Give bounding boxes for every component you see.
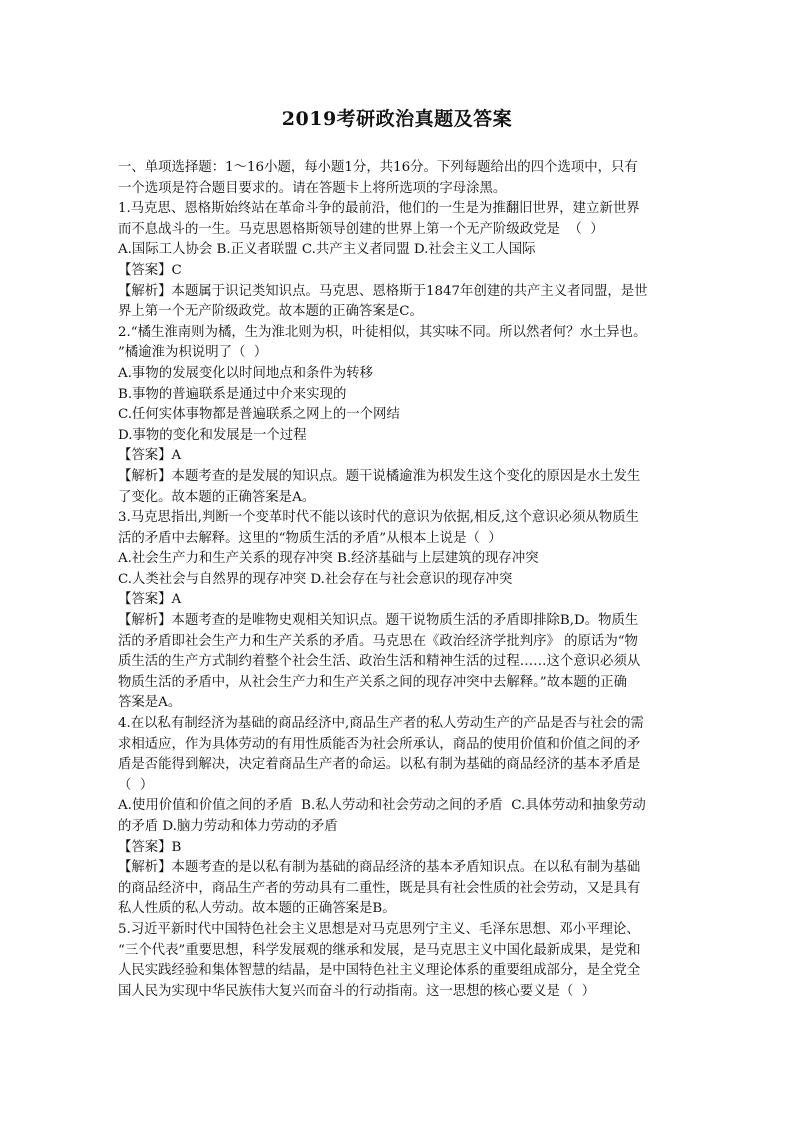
text-line: 一个选项是符合题目要求的。请在答题卡上将所选项的字母涂黑。	[118, 180, 507, 196]
text-line: 【答案】A	[118, 448, 182, 464]
text-line: “三个代表”重要思想，科学发展观的继承和发展，是马克思主义中国化最新成果，是党和	[118, 942, 641, 958]
text-line: 私人性质的私人劳动。故本题的正确答案是B。	[118, 901, 396, 917]
text-line: 2.“橘生淮南则为橘，生为淮北则为枳，叶徒相似，其实味不同。所以然者何？水土异也。	[118, 324, 647, 340]
text-line: 【解析】本题考查的是唯物史观相关知识点。题干说物质生活的矛盾即排除B,D。物质生	[118, 613, 639, 629]
text-line: 答案是A。	[118, 695, 182, 711]
text-line: 盾是否能得到解决，决定着商品生产者的命运。以私有制为基础的商品经济的基本矛盾是	[118, 757, 641, 773]
text-line: A.国际工人协会 B.正义者联盟 C.共产主义者同盟 D.社会主义工人国际	[118, 242, 536, 258]
text-line: 【解析】本题考查的是以私有制为基础的商品经济的基本矛盾知识点。在以私有制为基础	[118, 860, 641, 876]
text-line: 了变化。故本题的正确答案是A。	[118, 489, 316, 505]
text-line: B.事物的普遍联系是通过中介来实现的	[118, 386, 347, 402]
text-line: A.使用价值和价值之间的矛盾 B.私人劳动和社会劳动之间的矛盾 C.具体劳动和抽象劳动	[118, 798, 646, 814]
text-line: 的商品经济中，商品生产者的劳动具有二重性，既是具有社会性质的社会劳动，又是具有	[118, 880, 641, 896]
text-line: A.社会生产力和生产关系的现存冲突 B.经济基础与上层建筑的现存冲突	[118, 551, 539, 567]
text-line: 一、单项选择题：1～16小题，每小题1分，共16分。下列每题给出的四个选项中，只有	[118, 160, 638, 175]
text-line: C.任何实体事物都是普遍联系之网上的一个网结	[118, 407, 400, 423]
text-line: 国人民为实现中华民族伟大复兴而奋斗的行动指南。这一思想的核心要义是（ ）	[118, 983, 596, 999]
text-line: 的矛盾 D.脑力劳动和体力劳动的矛盾	[118, 819, 338, 834]
text-line: D.事物的变化和发展是一个过程	[118, 427, 307, 443]
text-line: 【答案】A	[118, 592, 182, 608]
text-line: 4.在以私有制经济为基础的商品经济中,商品生产者的私人劳动生产的产品是否与社会的需	[118, 716, 644, 732]
text-line: 【解析】本题属于识记类知识点。马克思、恩格斯于1847年创建的共产主义者同盟，是世	[118, 283, 648, 299]
text-line: 物质生活的矛盾中，从社会生产力和生产关系之间的现存冲突中去解释。”故本题的正确	[118, 674, 627, 690]
text-line: 【答案】B	[118, 839, 182, 855]
text-line: 5.习近平新时代中国特色社会主义思想是对马克思列宁主义、毛泽东思想、邓小平理论、	[118, 921, 640, 937]
text-line: 活的矛盾即社会生产力和生产关系的矛盾。马克思在《政治经济学批判序》 的原话为“物	[118, 633, 638, 649]
text-line: ”橘逾淮为枳说明了（ ）	[118, 345, 268, 361]
text-line: 界上第一个无产阶级政党。故本题的正确答案是C。	[118, 304, 423, 320]
text-line: 1.马克思、恩格斯始终站在革命斗争的最前沿，他们的一生是为推翻旧世界，建立新世界	[118, 201, 640, 217]
text-line: 而不息战斗的一生。马克思恩格斯领导创建的世界上第一个无产阶级政党是 （ ）	[118, 221, 604, 237]
text-line: 3.马克思指出,判断一个变革时代不能以该时代的意识为依据,相反,这个意识必须从物质生	[118, 510, 639, 526]
text-line: 求相适应，作为具体劳动的有用性质能否为社会所承认，商品的使用价值和价值之间的矛	[118, 736, 641, 752]
text-line: （ ）	[118, 777, 154, 793]
document-title: 2019考研政治真题及答案	[281, 108, 513, 130]
text-line: 【答案】C	[118, 262, 182, 278]
text-line: A.事物的发展变化以时间地点和条件为转移	[118, 365, 373, 381]
text-line: 活的矛盾中去解释。这里的“物质生活的矛盾”从根本上说是（ ）	[118, 530, 502, 546]
document-body	[118, 158, 678, 1002]
text-line: 质生活的生产方式制约着整个社会生活、政治生活和精神生活的过程……这个意识必须从	[118, 654, 641, 670]
text-line: 人民实践经验和集体智慧的结晶，是中国特色社主义理论体系的重要组成部分，是全党全	[118, 963, 641, 979]
text-line: 【解析】本题考查的是发展的知识点。题干说橘逾淮为枳发生这个变化的原因是水土发生	[118, 468, 641, 484]
text-line: C.人类社会与自然界的现存冲突 D.社会存在与社会意识的现存冲突	[118, 571, 513, 587]
